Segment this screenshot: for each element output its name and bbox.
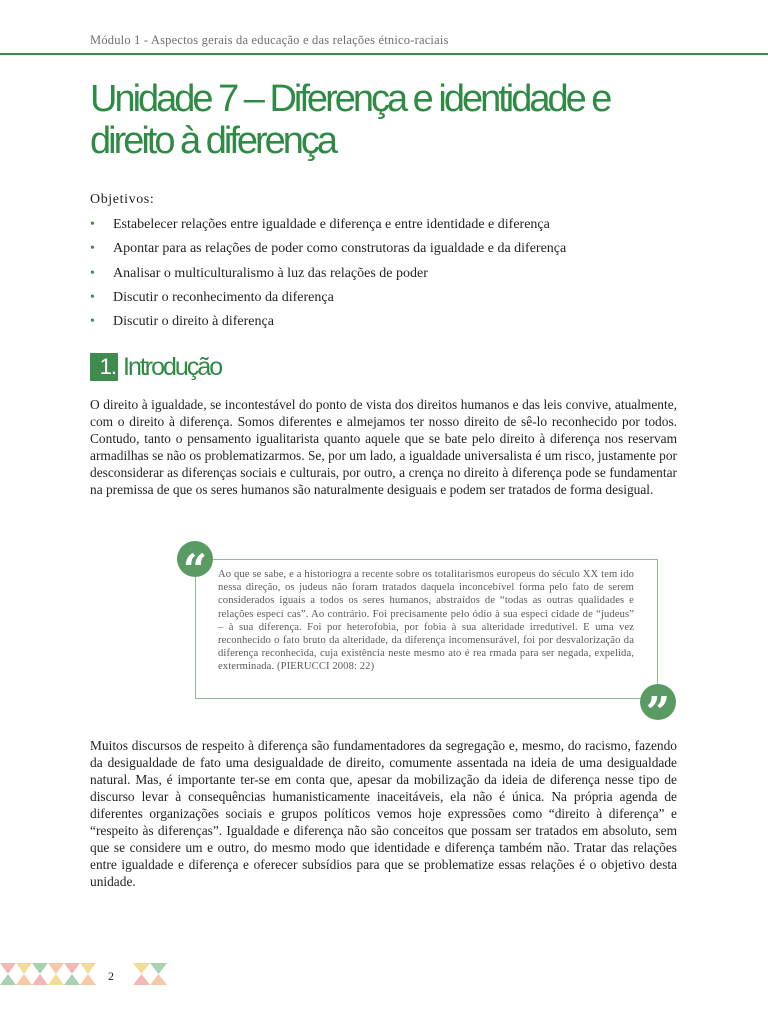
objective-item xyxy=(90,237,566,261)
objective-item xyxy=(90,262,566,286)
quote-text: Ao que se sabe, e a historiogra a recente sobre os totalitarismos europeus do século XX tem ido nessa direção, os judeus não foram tratados daquela inconcebível forma pelo fato de serem considerados iguais a todos os seres humanos, abstraídos de “todas as outras qualidades e relações especí cas”. Ao contrário. Foi precisamente pelo ódio à sua especi cidade de “judeus” – à sua diferença. Foi por heterofobia, por fobia à sua alteridade irredutível. E uma vez reconhecido o fato bruto da alteridade, da diferença incomensurável, foi por desvalorização da diferença reconhecida, cuja existência neste mesmo ato é rea rmada para ser negada, expelida, exterminada. (PIERUCCI 2008: 22) xyxy=(218,569,634,673)
bullet-icon: • xyxy=(90,314,95,330)
bullet-icon: • xyxy=(90,241,95,257)
unit-title: Unidade 7 – Diferença e identidade e direito à diferença xyxy=(90,78,610,162)
objective-item xyxy=(90,286,566,310)
footer-pattern-icon xyxy=(0,963,96,985)
running-header: Módulo 1 - Aspectos gerais da educação e das relações étnico-raciais xyxy=(90,33,449,47)
objectives-label: Objetivos: xyxy=(90,192,155,207)
bullet-icon: • xyxy=(90,217,95,233)
intro-paragraph: O direito à igualdade, se incontestável do ponto de vista dos direitos humanos e das leis convive, atualmente, com o direito à diferença. Somos diferentes e almejamos ter nosso direito de sê-lo reconhecido por todos. Contudo, tanto o pensamento igualitarista quanto aquele que se bate pelo direito à diferença nos reservam armadilhas se não os problematizarmos. Se, por um lado, a igualdade universalista é um risco, justamente por desconsiderar as diferenças sociais e culturais, por outro, a crença no direito à diferença pode se fundamentar na premissa de que os seres humanos são naturalmente desiguais e podem ser tratados de forma desigual. xyxy=(90,397,677,497)
second-paragraph: Muitos discursos de respeito à diferença são fundamentadores da segregação e, mesmo, do racismo, fazendo da desigualdade de fato uma desigualdade de direito, comumente assentada na ideia de uma desigualdade natural. Mas, é importante ter-se em conta que, apesar da mobilização da ideia de diferença nesse tipo de discurso levar à consequências humanisticamente inaceitáveis, ela não é única. Na própria agenda de diferentes organizações sociais e grupos políticos vemos hoje expressões como “direito à diferença” e “respeito às diferenças”. Igualdade e diferença não são conceitos que possam ser tratados em absoluto, sem que se considere um e outro, do mesmo modo que identidade e diferença também não. Tratar das relações entre igualdade e diferença e oferecer subsídios para que se problematize essas relações é o objetivo desta unidade. xyxy=(90,738,677,889)
header-rule xyxy=(0,53,768,55)
objectives-list xyxy=(90,213,566,334)
objective-text: Apontar para as relações de poder como construtoras da igualdade e da diferença xyxy=(113,241,567,257)
footer-pattern-right-icon xyxy=(133,963,167,985)
objective-item xyxy=(90,310,566,334)
objective-text: Analisar o multiculturalismo à luz das relações de poder xyxy=(113,265,428,281)
close-quote-icon: ” xyxy=(640,684,676,720)
section-heading xyxy=(90,353,221,381)
section-title: Introdução xyxy=(123,352,222,381)
section-number: 1. xyxy=(90,353,118,381)
objective-text: Discutir o reconhecimento da diferença xyxy=(113,290,334,306)
bullet-icon: • xyxy=(90,290,95,306)
objective-text: Estabelecer relações entre igualdade e diferença e entre identidade e diferença xyxy=(113,217,550,233)
objective-item xyxy=(90,213,566,237)
bullet-icon: • xyxy=(90,265,95,281)
page-number: 2 xyxy=(108,969,114,983)
open-quote-icon: “ xyxy=(177,541,213,577)
objective-text: Discutir o direito à diferença xyxy=(113,314,274,330)
